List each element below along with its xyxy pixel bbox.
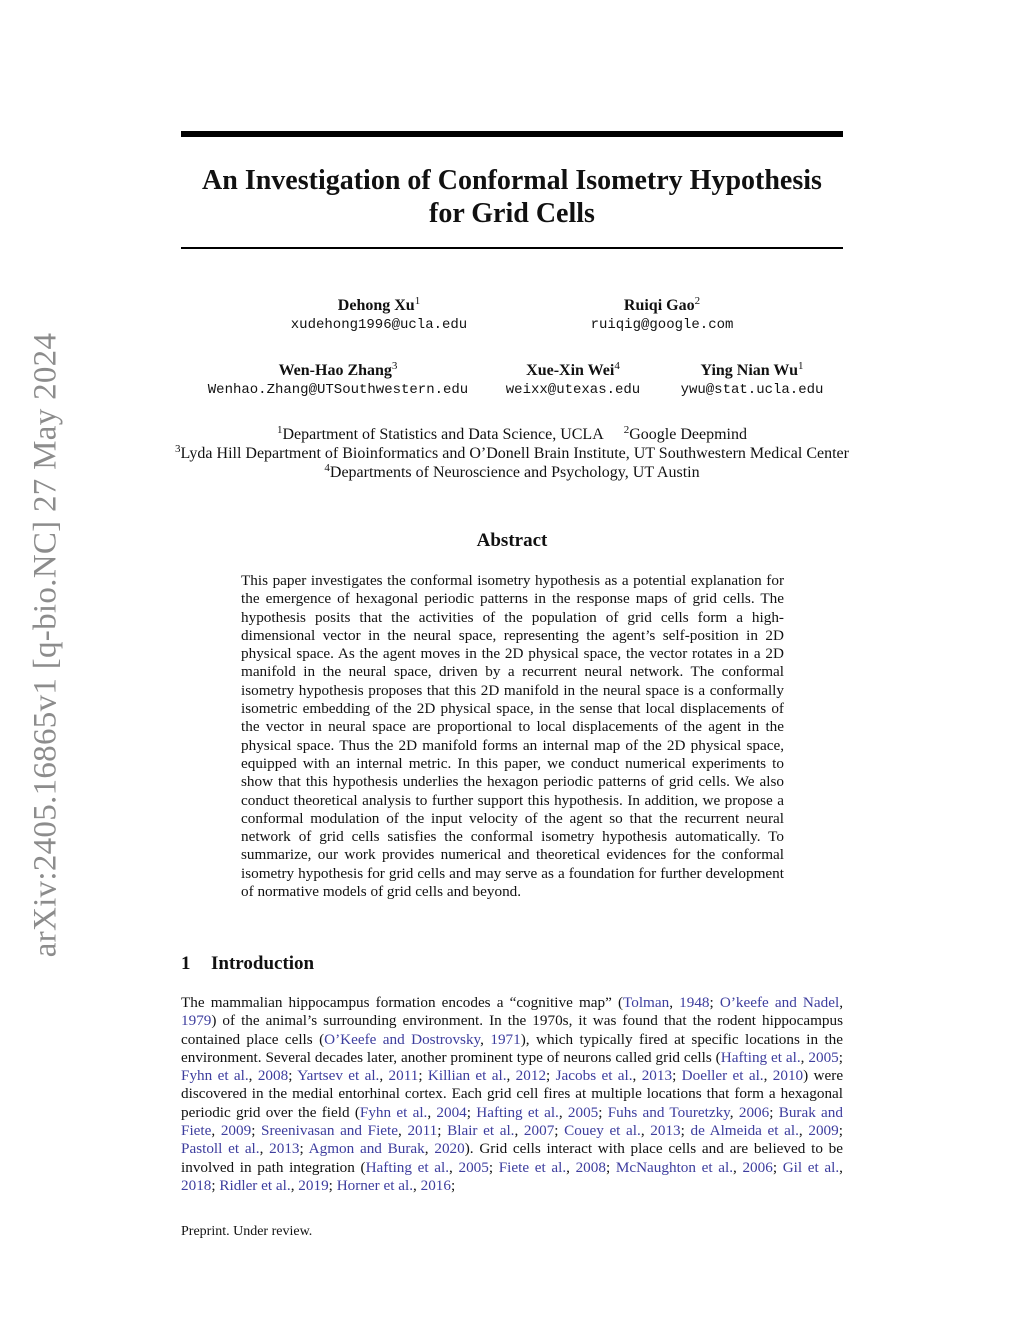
citation-link[interactable]: 1979 [181, 1012, 212, 1030]
citation-link[interactable]: Horner et al. [336, 1176, 414, 1194]
intro-text: ; [605, 1158, 616, 1176]
intro-text: ; [488, 1158, 499, 1176]
intro-text: , [800, 1048, 809, 1066]
citation-link[interactable]: Fyhn et al. [359, 1103, 428, 1121]
intro-text: , [480, 1030, 491, 1048]
author-email[interactable]: ruiqig@google.com [590, 317, 734, 333]
intro-text: , [839, 1158, 843, 1176]
intro-text: , [290, 1176, 299, 1194]
footer-note: Preprint. Under review. [181, 1224, 313, 1239]
intro-text: , [632, 1067, 642, 1085]
intro-text: , [398, 1122, 408, 1140]
citation-link[interactable]: Sreenivasan and Fiete [261, 1122, 398, 1140]
citation-link[interactable]: Blair et al. [447, 1122, 515, 1140]
author-affil-mark: 4 [614, 360, 620, 372]
intro-text: , [763, 1067, 773, 1085]
citation-link[interactable]: 2013 [641, 1067, 673, 1085]
citation-link[interactable]: 2011 [388, 1067, 419, 1085]
citation-link[interactable]: Fiete et al. [498, 1158, 567, 1176]
citation-link[interactable]: 2005 [808, 1048, 839, 1066]
author-email[interactable]: Wenhao.Zhang@UTSouthwestern.edu [207, 382, 469, 398]
intro-text: , [427, 1103, 437, 1121]
citation-link[interactable]: 2012 [515, 1067, 547, 1085]
intro-text: , [640, 1122, 651, 1140]
citation-link[interactable]: 2013 [269, 1140, 300, 1158]
affiliation-text: Department of Statistics and Data Science, UCLA [282, 426, 604, 443]
abstract-body: This paper investigates the conformal isometry hypothesis as a potential explanation for the emergence of hexagonal periodic patterns in the response maps of grid cells. The hypothesis posits that the activities of the population of grid cells form a high-dimensional vector in the neural space, representing the agent’s self-position in 2D physical space. As the agent moves in the 2D physical space, the vector rotates in a 2D manifold in the neural space, driven by a recurrent neural network. The conformal isometry hypothesis proposes that this 2D manifold in the neural space is a conformally isometric embedding of the 2D physical space, in the sense that local displacements of the vector in neural space are proportional to local displacements of the agent in the physical space. Thus the 2D manifold forms an internal map of the 2D physical space, equipped with an internal metric. In this paper, we conduct numerical experiments to show that this hypothesis underlies the hexagon periodic patterns of grid cells. We also conduct theoretical analysis to further support this hypothesis. In addition, we propose a conformal modulation of the input velocity of the agent so that the recurrent neural network of grid cells satisfies the conformal isometry hypothesis automatically. To summarize, our work provides numerical and theoretical evidences for the conformal isometry hypothesis for grid cells and may serve as a foundation for further development of normative models of grid cells and beyond. [241, 572, 784, 901]
intro-text: ; [772, 1158, 783, 1176]
intro-text: ; [769, 1103, 779, 1121]
intro-text: , [729, 1103, 739, 1121]
citation-link[interactable]: 2006 [742, 1158, 773, 1176]
section-heading-introduction [181, 953, 314, 975]
intro-text: ), which typically fired at specific locations in the environment. Several decades later, another prominent type of neurons called grid cells ( [181, 1030, 844, 1066]
affiliation-text: Lyda Hill Department of Bioinformatics and O’Donell Brain Institute, UT Southwestern Medical Center [180, 445, 849, 462]
intro-text: , [259, 1140, 270, 1158]
intro-text: ; [546, 1067, 556, 1085]
citation-link[interactable]: Couey et al. [564, 1122, 641, 1140]
intro-text: ). Grid cells interact with place cells and are believed to be involved in path integration ( [181, 1140, 844, 1176]
citation-link[interactable]: 2009 [220, 1122, 252, 1140]
intro-text: ; [418, 1067, 428, 1085]
intro-text: ; [211, 1176, 220, 1194]
intro-text: , [211, 1122, 221, 1140]
intro-text: , [248, 1067, 258, 1085]
citation-link[interactable]: 2009 [808, 1122, 839, 1140]
author-name: Ruiqi Gao [623, 297, 695, 314]
introduction-paragraph [181, 994, 843, 1195]
author-block [562, 296, 762, 334]
citation-link[interactable]: 2011 [407, 1122, 438, 1140]
title-top-rule [181, 131, 843, 137]
intro-text: , [669, 994, 680, 1011]
intro-text: , [506, 1067, 516, 1085]
citation-link[interactable]: 1971 [490, 1030, 521, 1048]
citation-link[interactable]: Doeller et al. [681, 1067, 764, 1085]
affiliations [120, 425, 904, 482]
citation-link[interactable]: Fuhs and Touretzky [607, 1103, 730, 1121]
citation-link[interactable]: Agmon and Burak [308, 1140, 425, 1158]
paper-title [181, 164, 843, 230]
citation-link[interactable]: Hafting et al. [365, 1158, 450, 1176]
affiliation-text: Departments of Neuroscience and Psychology, UT Austin [329, 464, 700, 481]
citation-link[interactable]: de Almeida et al. [690, 1122, 799, 1140]
author-name: Ying Nian Wu [700, 362, 799, 379]
title-bottom-rule [181, 247, 843, 249]
author-affil-mark: 3 [391, 360, 398, 372]
intro-text: ; [680, 1122, 691, 1140]
intro-text: ) of the animal’s surrounding environment. In the 1970s, it was found that the rodent hippocampus contained place cells ( [181, 1012, 843, 1048]
author-block [493, 361, 653, 399]
title-line-2: for Grid Cells [429, 198, 595, 229]
author-name: Dehong Xu [337, 297, 415, 314]
intro-text: The mammalian hippocampus formation encodes a “cognitive map” ( [181, 994, 624, 1011]
citation-link[interactable]: Tolman [623, 994, 670, 1011]
section-number: 1 [181, 953, 191, 974]
citation-link[interactable]: Fyhn et al. [181, 1067, 249, 1085]
author-block [664, 361, 840, 399]
author-email[interactable]: weixx@utexas.edu [505, 382, 641, 398]
citation-link[interactable]: McNaughton et al. [615, 1158, 733, 1176]
intro-text: ; [299, 1140, 309, 1158]
author-affil-mark: 2 [694, 295, 701, 307]
citation-link[interactable]: 2020 [434, 1140, 465, 1158]
citation-link[interactable]: Killian et al. [427, 1067, 507, 1085]
citation-link[interactable]: Pastoll et al. [181, 1140, 260, 1158]
citation-link[interactable]: 2019 [298, 1176, 329, 1194]
citation-link[interactable]: Hafting et al. [720, 1048, 801, 1066]
intro-text: ; [838, 1122, 843, 1140]
citation-link[interactable]: Ridler et al. [219, 1176, 291, 1194]
citation-link[interactable]: 2010 [772, 1067, 804, 1085]
affiliation-text: Google Deepmind [629, 426, 747, 443]
citation-link[interactable]: 2006 [738, 1103, 770, 1121]
intro-text: ; [466, 1103, 477, 1121]
abstract-heading: Abstract [476, 530, 548, 551]
citation-link[interactable]: 2004 [436, 1103, 467, 1121]
citation-link[interactable]: 2018 [181, 1176, 212, 1194]
citation-link[interactable]: O’Keefe and Dostrovsky [324, 1030, 481, 1048]
citation-link[interactable]: 1948 [679, 994, 710, 1011]
intro-text: ; [328, 1176, 337, 1194]
citation-link[interactable]: 2007 [523, 1122, 555, 1140]
intro-text: ; [437, 1122, 448, 1140]
intro-text: ) were discovered in the medial entorhinal cortex. Each grid cell fires at multiple locations that form a hexagonal periodic grid over the field ( [181, 1067, 844, 1121]
citation-link[interactable]: 2008 [257, 1067, 289, 1085]
author-affil-mark: 1 [414, 295, 421, 307]
author-name: Xue-Xin Wei [526, 362, 615, 379]
intro-text: ; [672, 1067, 682, 1085]
author-email[interactable]: ywu@stat.ucla.edu [680, 382, 824, 398]
intro-text: ; [709, 994, 720, 1011]
intro-text: ; [450, 1176, 456, 1194]
citation-link[interactable]: 2005 [458, 1158, 489, 1176]
citation-link[interactable]: 2008 [575, 1158, 606, 1176]
intro-text: , [379, 1067, 389, 1085]
intro-text: , [514, 1122, 524, 1140]
author-block [279, 296, 479, 334]
intro-text: , [413, 1176, 421, 1194]
title-line-1: An Investigation of Conformal Isometry Hypothesis [202, 165, 822, 196]
affiliation-line: $^1$Department of Statistics and Data Science, UCLA $^2$Google Deepmind [277, 424, 747, 443]
citation-link[interactable]: O’keefe and Nadel [719, 994, 840, 1011]
author-email[interactable]: xudehong1996@ucla.edu [290, 317, 468, 333]
citation-link[interactable]: Hafting et al. [476, 1103, 559, 1121]
affiliation-line: $^4$Departments of Neuroscience and Psychology, UT Austin [324, 462, 700, 481]
intro-text: , [566, 1158, 576, 1176]
arxiv-identifier-stamp: arXiv:2405.16865v1 [q-bio.NC] 27 May 2024 [27, 332, 64, 958]
author-block [192, 361, 484, 399]
citation-link[interactable]: 2013 [650, 1122, 681, 1140]
intro-text: ; [554, 1122, 565, 1140]
intro-text: ; [288, 1067, 298, 1085]
intro-text: ; [598, 1103, 608, 1121]
intro-text: , [733, 1158, 743, 1176]
intro-text: ; [838, 1048, 843, 1066]
intro-text: , [424, 1140, 435, 1158]
section-title: Introduction [211, 953, 315, 974]
citation-link[interactable]: 2016 [420, 1176, 451, 1194]
intro-text: , [839, 994, 843, 1011]
citation-link[interactable]: Gil et al. [782, 1158, 840, 1176]
author-name: Wen-Hao Zhang [278, 362, 392, 379]
citation-link[interactable]: Burak and Fiete [181, 1103, 843, 1140]
intro-text: ; [251, 1122, 262, 1140]
affiliation-line: $^3$Lyda Hill Department of Bioinformatics and O’Donell Brain Institute, UT Southwestern Medical Center [175, 443, 849, 462]
author-affil-mark: 1 [798, 360, 804, 372]
citation-link[interactable]: Yartsev et al. [297, 1067, 380, 1085]
citation-link[interactable]: 2005 [567, 1103, 599, 1121]
intro-text: , [449, 1158, 459, 1176]
intro-text: , [558, 1103, 568, 1121]
citation-link[interactable]: Jacobs et al. [555, 1067, 633, 1085]
intro-text: , [798, 1122, 809, 1140]
